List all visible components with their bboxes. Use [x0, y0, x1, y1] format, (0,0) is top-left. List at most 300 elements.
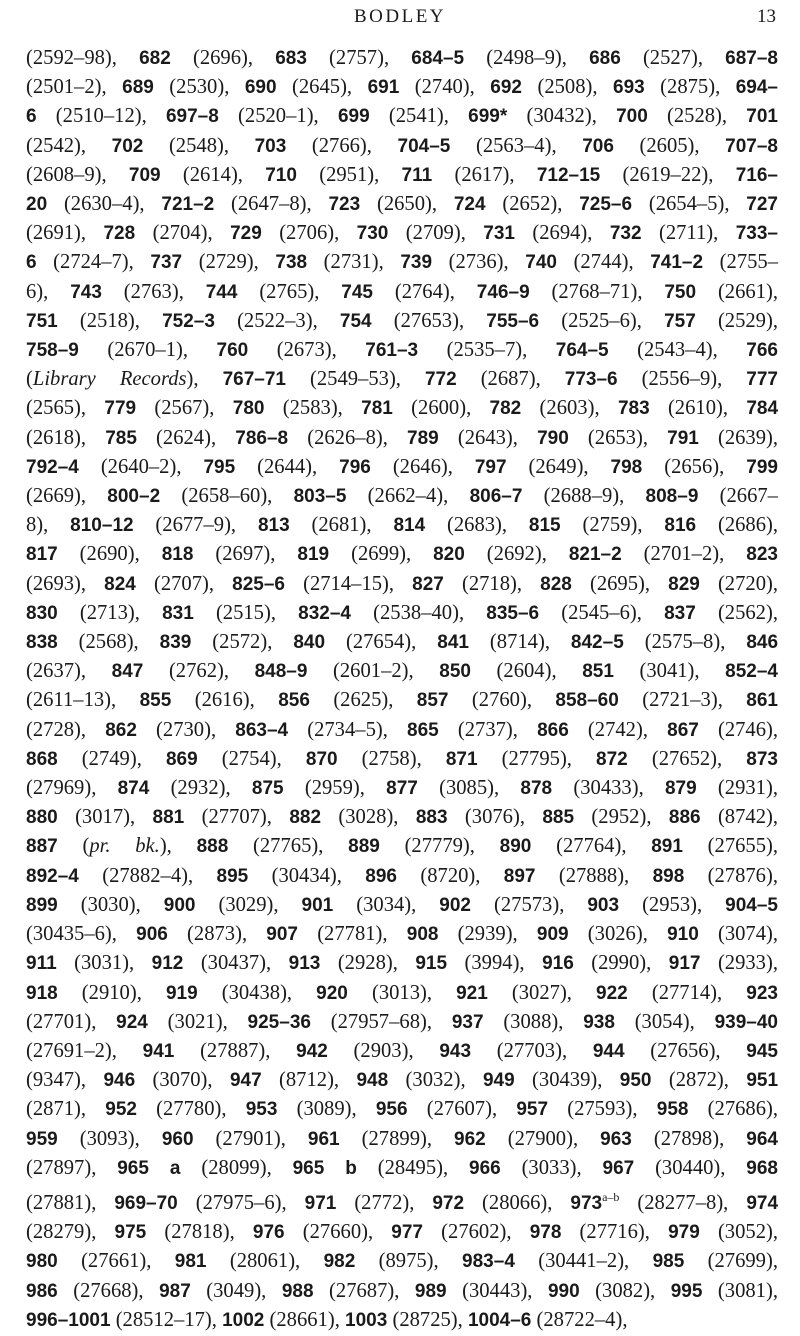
manuscript-number: 773–6 — [564, 369, 618, 391]
shelfmark-text: (2760), — [448, 689, 556, 712]
shelfmark-text: (2643), — [438, 426, 538, 449]
manuscript-number: 911 — [26, 953, 57, 975]
shelfmark-text: (2583), — [264, 397, 362, 420]
page-number: 13 — [757, 6, 776, 27]
shelfmark-text: (28512–17), — [110, 1308, 223, 1331]
manuscript-number: 821–2 — [568, 544, 622, 566]
shelfmark-text: (27781), — [298, 923, 407, 946]
shelfmark-text: (3031), — [56, 952, 152, 975]
shelfmark-text: (2701–2), — [621, 543, 747, 566]
shelfmark-text: (2693), — [26, 572, 105, 595]
shelfmark-text: (2694), — [514, 222, 610, 245]
shelfmark-text: (30441–2), — [514, 1250, 653, 1273]
shelfmark-text: (2592–98), — [26, 47, 140, 69]
shelfmark-text: (27593), — [548, 1098, 657, 1121]
manuscript-number: 957 — [516, 1099, 549, 1121]
manuscript-number: 975 — [114, 1222, 147, 1244]
shelfmark-text: (2871), — [26, 1098, 106, 1121]
shelfmark-text: (2713), — [57, 601, 163, 624]
shelfmark-text: (27699), — [684, 1250, 778, 1273]
shelfmark-text: (2699), — [329, 543, 434, 566]
manuscript-number: 772 — [424, 369, 457, 391]
manuscript-number: 798 — [610, 456, 643, 478]
manuscript-number: 878 — [520, 778, 553, 800]
manuscript-number: 870 — [305, 748, 338, 770]
shelfmark-text: (2603), — [521, 397, 618, 420]
shelfmark-text: (3027), — [487, 981, 597, 1004]
shelfmark-text: (3076), — [447, 806, 543, 829]
shelfmark-text: (27714), — [627, 981, 747, 1004]
shelfmark-text: (2601–2), — [307, 660, 440, 683]
index-line — [26, 1125, 778, 1154]
manuscript-number: 944 — [592, 1040, 625, 1062]
shelfmark-text: (27654), — [325, 631, 438, 654]
manuscript-number: 895 — [216, 865, 249, 887]
shelfmark-text: (3052), — [699, 1221, 778, 1244]
manuscript-number: 848–9 — [254, 661, 308, 683]
shelfmark-text: (2742), — [568, 718, 668, 741]
manuscript-number: 938 — [583, 1011, 615, 1033]
index-line — [26, 774, 778, 803]
shelfmark-text: (2696), — [170, 47, 276, 69]
manuscript-number: 908 — [406, 924, 439, 946]
shelfmark-text: (2658–60), — [160, 485, 294, 508]
manuscript-number: 960 — [161, 1128, 194, 1150]
shelfmark-text: (28066), — [464, 1191, 571, 1214]
manuscript-number: 699* — [468, 106, 508, 128]
manuscript-number: 900 — [163, 894, 196, 916]
manuscript-number: 829 — [668, 573, 700, 595]
manuscript-number: 682 — [139, 48, 171, 69]
manuscript-number: 691 — [367, 77, 400, 99]
shelfmark-text: (27780), — [136, 1098, 246, 1121]
manuscript-number: 840 — [293, 632, 326, 654]
shelfmark-text: (2706), — [261, 222, 357, 245]
manuscript-number: 956 — [375, 1099, 408, 1121]
shelfmark-text: (2604), — [470, 660, 583, 683]
manuscript-number: 852–4 — [725, 661, 778, 683]
shelfmark-text: (2759), — [560, 514, 665, 537]
shelfmark-text: (2563–4), — [450, 134, 583, 157]
shelfmark-text: pr. bk. — [89, 835, 160, 858]
shelfmark-text: (2618), — [26, 426, 106, 449]
shelfmark-text: (2654–5), — [632, 193, 747, 216]
manuscript-number: 941 — [142, 1040, 175, 1062]
manuscript-number: 966 — [469, 1157, 501, 1179]
shelfmark-text: (2611–13), — [26, 689, 140, 712]
shelfmark-text: (27795), — [477, 747, 597, 770]
shelfmark-text: (9347), — [26, 1069, 104, 1092]
manuscript-number: 697–8 — [165, 106, 219, 128]
manuscript-number: 694– — [735, 77, 778, 99]
index-line — [26, 424, 778, 453]
shelfmark-text: (28277–8), — [619, 1191, 747, 1214]
shelfmark-text: (30438), — [197, 981, 317, 1004]
manuscript-number: 965 b — [292, 1157, 357, 1179]
manuscript-number: 891 — [651, 836, 683, 858]
manuscript-number: 971 — [304, 1192, 337, 1214]
manuscript-number: 917 — [668, 953, 701, 975]
index-line — [26, 1037, 778, 1066]
shelfmark-text: (30443), — [446, 1279, 548, 1302]
index-line — [26, 394, 778, 423]
shelfmark-text: (3049), — [190, 1279, 282, 1302]
manuscript-number: 702 — [111, 135, 144, 157]
manuscript-number: 899 — [26, 894, 58, 916]
shelfmark-text: (2541), — [369, 105, 469, 128]
manuscript-number: 972 — [432, 1192, 465, 1214]
manuscript-number: 739 — [400, 252, 433, 274]
shelfmark-text: (27882–4), — [78, 864, 217, 887]
manuscript-number: 750 — [664, 281, 697, 303]
shelfmark-text: (2707), — [135, 572, 233, 595]
manuscript-number: 832–4 — [298, 602, 351, 624]
shelfmark-text: (2538–40), — [351, 601, 487, 624]
shelfmark-text: (3026), — [568, 923, 668, 946]
index-line — [26, 365, 778, 394]
shelfmark-text: (2718), — [443, 572, 541, 595]
shelfmark-text: (2933), — [700, 952, 778, 975]
shelfmark-text: (27957–68), — [310, 1010, 452, 1033]
shelfmark-text: (2646), — [370, 455, 475, 478]
manuscript-number: 701 — [746, 106, 778, 128]
shelfmark-text: (3085), — [417, 777, 521, 800]
manuscript-number: 862 — [105, 719, 137, 741]
shelfmark-text: (2695), — [571, 572, 669, 595]
manuscript-number: 757 — [664, 310, 696, 332]
manuscript-number: 690 — [244, 77, 277, 99]
index-line — [26, 949, 778, 978]
shelfmark-text: (2624), — [136, 426, 236, 449]
shelfmark-text: (2697), — [193, 543, 298, 566]
manuscript-number: 985 — [652, 1251, 685, 1273]
index-line — [26, 1154, 778, 1183]
manuscript-number: 693 — [613, 77, 645, 99]
manuscript-number: 861 — [746, 690, 778, 712]
shelfmark-text: (27899), — [339, 1127, 455, 1150]
shelfmark-text: (3994), — [447, 952, 543, 975]
shelfmark-text: (27779), — [379, 835, 500, 858]
shelfmark-text: (28099), — [180, 1156, 293, 1179]
shelfmark-text: (2614), — [160, 163, 266, 186]
manuscript-number: 925–36 — [247, 1011, 311, 1033]
index-line — [26, 862, 778, 891]
shelfmark-text: (2549–53), — [285, 368, 425, 391]
manuscript-number: 785 — [105, 427, 137, 449]
shelfmark-text: (30437), — [183, 952, 289, 975]
manuscript-number: 683 — [275, 48, 307, 69]
shelfmark-text: (2677–9), — [133, 514, 258, 537]
shelfmark-text: (27887), — [174, 1039, 297, 1062]
shelfmark-text: (2529), — [695, 309, 778, 332]
index-line — [26, 891, 778, 920]
manuscript-number: 1002 — [222, 1309, 265, 1331]
manuscript-number: 988 — [281, 1280, 314, 1302]
manuscript-number: 973 — [570, 1192, 603, 1214]
shelfmark-text: (2766), — [286, 134, 398, 157]
shelfmark-text: (28722–4), — [531, 1308, 628, 1331]
manuscript-number: 990 — [547, 1280, 580, 1302]
manuscript-number: 820 — [433, 544, 465, 566]
manuscript-number: 855 — [139, 690, 172, 712]
shelfmark-text: (2758), — [337, 747, 446, 770]
shelfmark-text: (2724–7), — [36, 251, 151, 274]
index-line — [26, 102, 778, 131]
shelfmark-text: (2667– — [698, 485, 778, 508]
manuscript-number: 686 — [589, 48, 621, 69]
manuscript-number: 977 — [391, 1222, 423, 1244]
shelfmark-text: (30439), — [514, 1069, 620, 1092]
manuscript-number: 828 — [540, 573, 572, 595]
manuscript-number: 824 — [104, 573, 136, 595]
manuscript-number: 839 — [159, 632, 192, 654]
shelfmark-text: ( — [57, 835, 90, 858]
shelfmark-text: (2610), — [649, 397, 747, 420]
shelfmark-text: (27656), — [624, 1039, 747, 1062]
shelfmark-text: (27607), — [407, 1098, 517, 1121]
shelfmark-text: (30433), — [552, 777, 665, 800]
manuscript-number: 851 — [582, 661, 614, 683]
manuscript-number: 892–4 — [26, 865, 79, 887]
manuscript-number: 767–71 — [222, 369, 286, 391]
manuscript-number: 781 — [361, 398, 393, 420]
shelfmark-text: (2711), — [641, 222, 736, 245]
manuscript-number: 760 — [216, 340, 249, 362]
manuscript-number: 784 — [746, 398, 779, 420]
manuscript-number: 711 — [401, 164, 433, 186]
manuscript-number: 746–9 — [476, 281, 530, 303]
shelfmark-text: (2910), — [57, 981, 166, 1004]
shelfmark-text: (2625), — [309, 689, 417, 712]
index-line — [26, 161, 778, 190]
index-line — [26, 832, 778, 861]
manuscript-number: 842–5 — [570, 632, 624, 654]
manuscript-number: 797 — [474, 456, 507, 478]
shelfmark-text: (2872), — [651, 1069, 747, 1092]
shelfmark-text: (2565), — [26, 397, 105, 420]
manuscript-number: 791 — [667, 427, 699, 449]
shelfmark-text: 8), — [26, 514, 71, 537]
shelfmark-text: (27602), — [423, 1221, 530, 1244]
shelfmark-text: (3041), — [613, 660, 726, 683]
shelfmark-text: (3034), — [333, 893, 440, 916]
shelfmark-text: (2903), — [327, 1039, 440, 1062]
manuscript-number: 904–5 — [725, 894, 778, 916]
manuscript-number: 755–6 — [486, 310, 540, 332]
index-line — [26, 540, 778, 569]
index-line — [26, 657, 778, 686]
manuscript-number: 909 — [536, 924, 569, 946]
manuscript-number: 814 — [393, 515, 426, 537]
running-head: BODLEY — [353, 6, 447, 27]
manuscript-number: 921 — [456, 982, 488, 1004]
manuscript-number: 732 — [609, 223, 642, 245]
manuscript-number: 792–4 — [26, 456, 79, 478]
manuscript-number: 953 — [245, 1099, 278, 1121]
manuscript-number: 986 — [26, 1280, 58, 1302]
shelfmark-text: (2525–6), — [539, 309, 665, 332]
manuscript-number: 752–3 — [162, 310, 215, 332]
index-line — [26, 1306, 778, 1335]
manuscript-number: 743 — [70, 281, 102, 303]
shelfmark-text: (2535–7), — [418, 339, 556, 362]
shelfmark-text: (2740), — [399, 76, 491, 99]
manuscript-number: 721–2 — [161, 194, 215, 216]
manuscript-number: 758–9 — [26, 340, 79, 362]
manuscript-number: 885 — [542, 807, 575, 829]
shelfmark-text: (8712), — [261, 1069, 357, 1092]
index-line — [26, 190, 778, 219]
manuscript-number: 902 — [439, 894, 471, 916]
manuscript-number: 724 — [453, 194, 486, 216]
manuscript-number: 918 — [26, 982, 58, 1004]
shelfmark-text: (2681), — [289, 514, 394, 537]
manuscript-number: 923 — [746, 982, 778, 1004]
manuscript-number: 987 — [159, 1280, 191, 1302]
manuscript-number: 857 — [416, 690, 449, 712]
manuscript-number: 706 — [582, 135, 614, 157]
manuscript-number: 730 — [356, 223, 389, 245]
shelfmark-text: (2754), — [197, 747, 306, 770]
manuscript-number: 868 — [26, 748, 58, 770]
index-line — [26, 686, 778, 715]
shelfmark-text: (2600), — [392, 397, 490, 420]
manuscript-number: 877 — [386, 778, 418, 800]
shelfmark-text: (2637), — [26, 660, 112, 683]
index-line — [26, 336, 778, 365]
shelfmark-text: (3070), — [135, 1069, 230, 1092]
manuscript-number: 869 — [165, 748, 198, 770]
manuscript-number: 867 — [667, 719, 699, 741]
shelfmark-text: (2626–8), — [288, 426, 408, 449]
shelfmark-text: (2765), — [237, 280, 342, 303]
shelfmark-text: (28661), — [264, 1308, 346, 1331]
manuscript-number: 1003 — [345, 1309, 388, 1331]
shelfmark-text: (27716), — [561, 1221, 669, 1244]
shelfmark-text: (2757), — [306, 47, 412, 69]
manuscript-number: 761–3 — [365, 340, 419, 362]
index-line — [26, 278, 778, 307]
manuscript-number: 744 — [205, 281, 238, 303]
shelfmark-text: (27653), — [371, 309, 487, 332]
manuscript-number: 901 — [301, 894, 334, 916]
shelfmark-text: (3028), — [321, 806, 416, 829]
manuscript-number: 699 — [337, 106, 370, 128]
shelfmark-text: (2501–2), — [26, 76, 123, 99]
manuscript-number: 943 — [439, 1040, 472, 1062]
shelfmark-text: (2567), — [136, 397, 233, 420]
manuscript-number: 830 — [26, 602, 58, 624]
shelfmark-text: (2669), — [26, 485, 108, 508]
index-line — [26, 920, 778, 949]
manuscript-number: 865 — [407, 719, 439, 741]
manuscript-number: 850 — [439, 661, 471, 683]
manuscript-number: 808–9 — [645, 486, 699, 508]
shelfmark-text: (2647–8), — [214, 193, 329, 216]
manuscript-number: 803–5 — [293, 486, 347, 508]
manuscript-number: 871 — [445, 748, 478, 770]
shelfmark-text: (3088), — [483, 1010, 584, 1033]
shelfmark-text: (2729), — [182, 251, 276, 274]
manuscript-number: 976 — [252, 1222, 285, 1244]
shelfmark-text: (27975–6), — [177, 1191, 305, 1214]
manuscript-number: 813 — [257, 515, 290, 537]
shelfmark-text: (2652), — [485, 193, 580, 216]
manuscript-number: 896 — [365, 865, 397, 887]
shelfmark-text: (3021), — [147, 1010, 248, 1033]
shelfmark-text: ), — [186, 368, 223, 391]
manuscript-number: 924 — [116, 1011, 148, 1033]
shelfmark-text: (2932), — [149, 777, 252, 800]
shelfmark-text: (27687), — [313, 1279, 415, 1302]
manuscript-number: 913 — [288, 953, 321, 975]
shelfmark-text: (2768–71), — [529, 280, 665, 303]
shelfmark-text: (2875), — [644, 76, 736, 99]
manuscript-number: 907 — [266, 924, 298, 946]
shelfmark-text: (2662–4), — [346, 485, 470, 508]
manuscript-number: 790 — [537, 427, 569, 449]
shelfmark-text: (27764), — [531, 835, 652, 858]
shelfmark-text: (2763), — [101, 280, 206, 303]
manuscript-number: 965 a — [117, 1157, 181, 1179]
shelfmark-text: (2548), — [143, 134, 255, 157]
shelfmark-text: (27668), — [57, 1279, 160, 1302]
shelfmark-text: (2575–8), — [623, 631, 747, 654]
manuscript-number: 910 — [667, 924, 699, 946]
shelfmark-text: (3029), — [195, 893, 302, 916]
shelfmark-text: (27888), — [535, 864, 653, 887]
manuscript-number: 979 — [668, 1222, 700, 1244]
shelfmark-text: (2670–1), — [78, 339, 217, 362]
manuscript-number: 981 — [174, 1251, 207, 1273]
shelfmark-text: (3089), — [277, 1098, 376, 1121]
shelfmark-text: (2687), — [456, 368, 565, 391]
manuscript-number: 786–8 — [235, 427, 289, 449]
shelfmark-text: (27765), — [228, 835, 349, 858]
shelfmark-text: (2556–9), — [617, 368, 747, 391]
manuscript-number: 841 — [437, 632, 469, 654]
manuscript-number: 707–8 — [725, 135, 778, 157]
manuscript-number: 945 — [746, 1040, 778, 1062]
manuscript-number: 989 — [414, 1280, 447, 1302]
shelfmark-text: (27703), — [471, 1039, 593, 1062]
shelfmark-text: (8975), — [355, 1250, 463, 1273]
manuscript-number: 799 — [746, 456, 778, 478]
manuscript-number: 6 — [26, 106, 37, 128]
manuscript-number: 20 — [26, 194, 48, 216]
manuscript-number: 689 — [122, 77, 154, 99]
manuscript-number: 887 — [26, 836, 58, 858]
shelfmark-text: (27655), — [682, 835, 779, 858]
manuscript-number: 858–60 — [555, 690, 619, 712]
manuscript-number: 1004–6 — [467, 1309, 532, 1331]
manuscript-number: 898 — [652, 865, 685, 887]
shelfmark-text: (28061), — [206, 1250, 324, 1273]
manuscript-number: 890 — [499, 836, 532, 858]
shelfmark-text: (27818), — [146, 1221, 253, 1244]
manuscript-number: 939–40 — [714, 1011, 778, 1033]
shelfmark-text: (2683), — [425, 514, 529, 537]
shelfmark-text: (2990), — [573, 952, 669, 975]
manuscript-number: 875 — [251, 778, 284, 800]
manuscript-number: 796 — [339, 456, 371, 478]
manuscript-number: 810–12 — [70, 515, 134, 537]
manuscript-number: 733– — [735, 223, 778, 245]
manuscript-number: 889 — [348, 836, 380, 858]
index-line — [26, 248, 778, 277]
shelfmark-text: (30435–6), — [26, 923, 137, 946]
shelfmark-text: (2730), — [136, 718, 236, 741]
